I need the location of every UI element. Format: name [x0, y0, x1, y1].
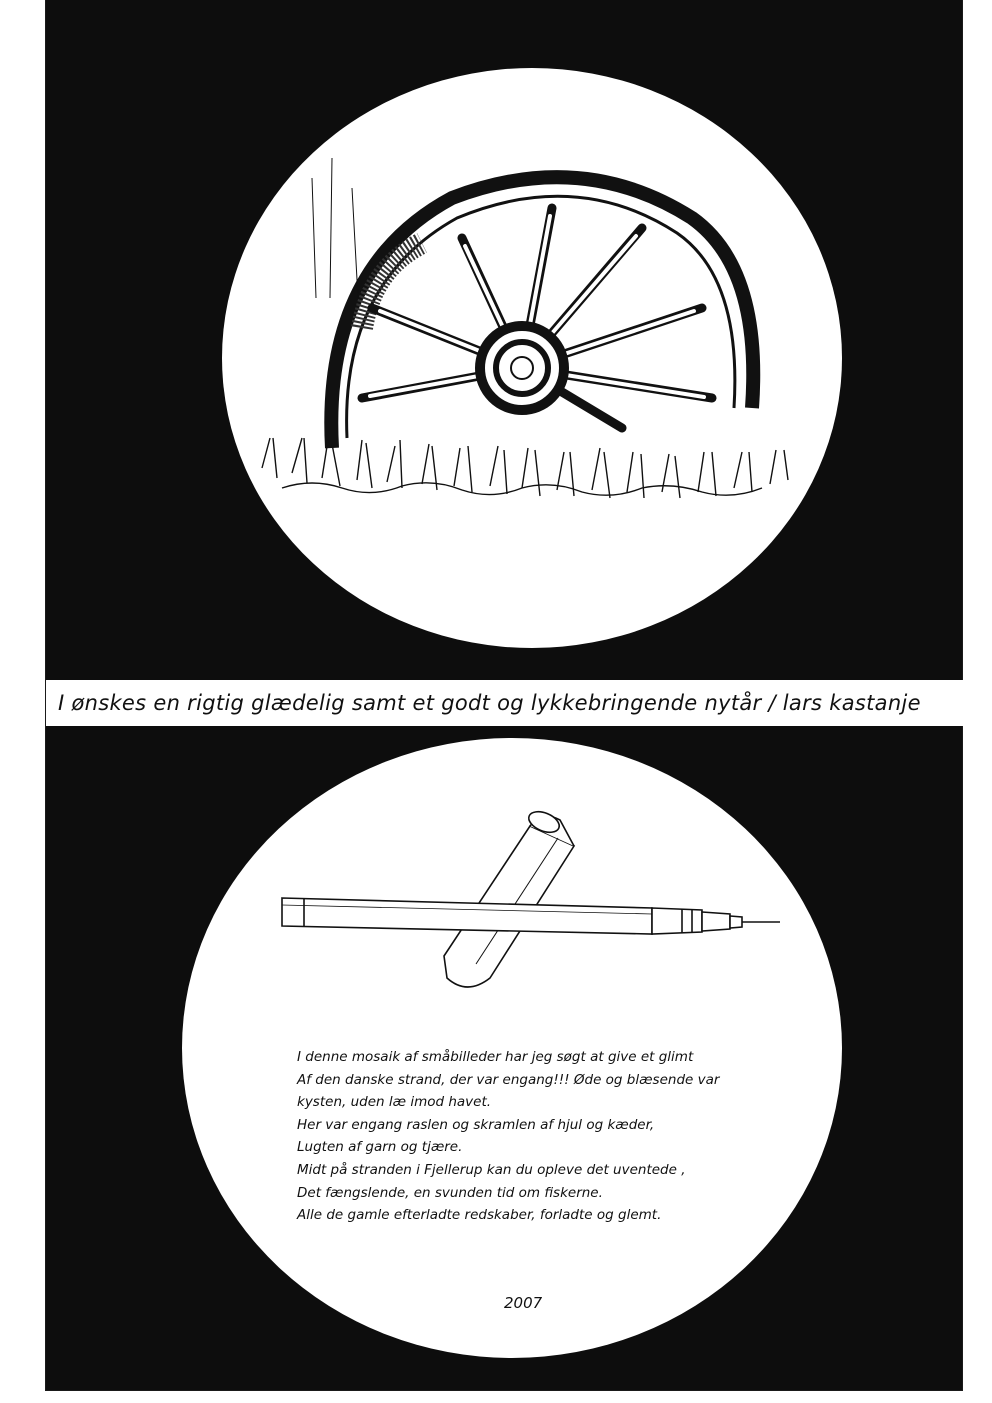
poem-line: Lugten af garn og tjære.	[297, 1139, 463, 1156]
greeting-banner	[46, 680, 964, 726]
pen-illustration-circle	[182, 738, 842, 1358]
year-label: 2007	[504, 1294, 543, 1312]
poem-line: Her var engang raslen og skramlen af hjul og kæder,	[297, 1116, 655, 1133]
wagon-wheel-illustration	[222, 68, 842, 648]
poem-line: Midt på stranden i Fjellerup kan du opleve det uventede ,	[297, 1161, 686, 1178]
poem-line: Alle de gamle efterladte redskaber, forladte og glemt.	[297, 1207, 662, 1224]
poem-text	[297, 1046, 767, 1227]
greeting-text: I ønskes en rigtig glædelig samt et godt og lykkebringende nytår / lars kastanje	[58, 691, 921, 715]
poem-line: Af den danske strand, der var engang!!! Øde og blæsende var	[297, 1071, 720, 1088]
poem-line: Det fængslende, en svunden tid om fiskerne.	[297, 1184, 603, 1201]
wagon-wheel-drawing	[222, 68, 842, 648]
poem-line: kysten, uden læ imod havet.	[297, 1094, 492, 1111]
poem-line: I denne mosaik af småbilleder har jeg søgt at give et glimt	[297, 1049, 694, 1065]
